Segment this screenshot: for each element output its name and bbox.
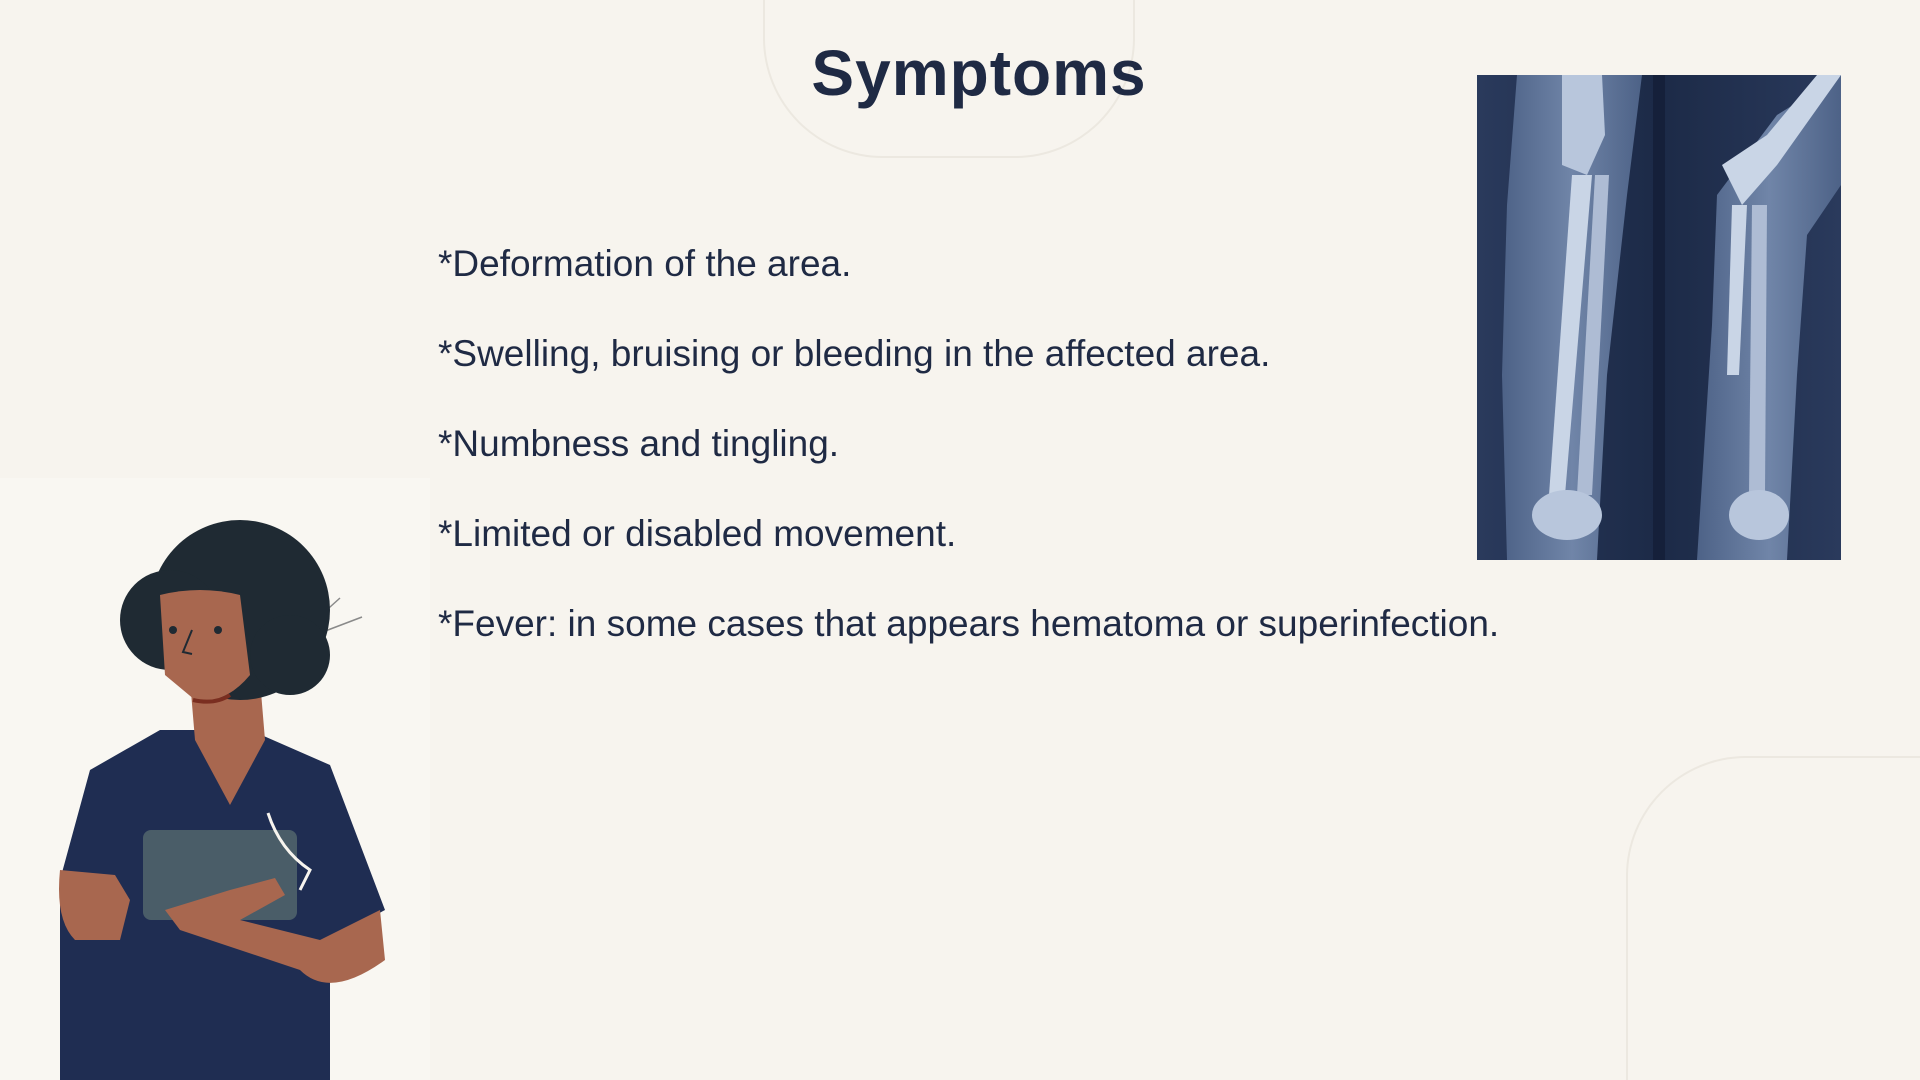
list-item: *Limited or disabled movement. (438, 513, 957, 554)
list-item: *Fever: in some cases that appears hematoma or superinfection. (438, 603, 1500, 644)
nurse-illustration (0, 500, 440, 1080)
list-item: *Numbness and tingling. (438, 423, 840, 464)
list-item: *Deformation of the area. (438, 243, 852, 284)
corner-decoration (1626, 756, 1920, 1080)
xray-image (1477, 75, 1841, 560)
list-item: *Swelling, bruising or bleeding in the affected area. (438, 333, 1271, 374)
symptom-list (438, 240, 1538, 690)
page-title: Symptoms (811, 37, 1147, 109)
